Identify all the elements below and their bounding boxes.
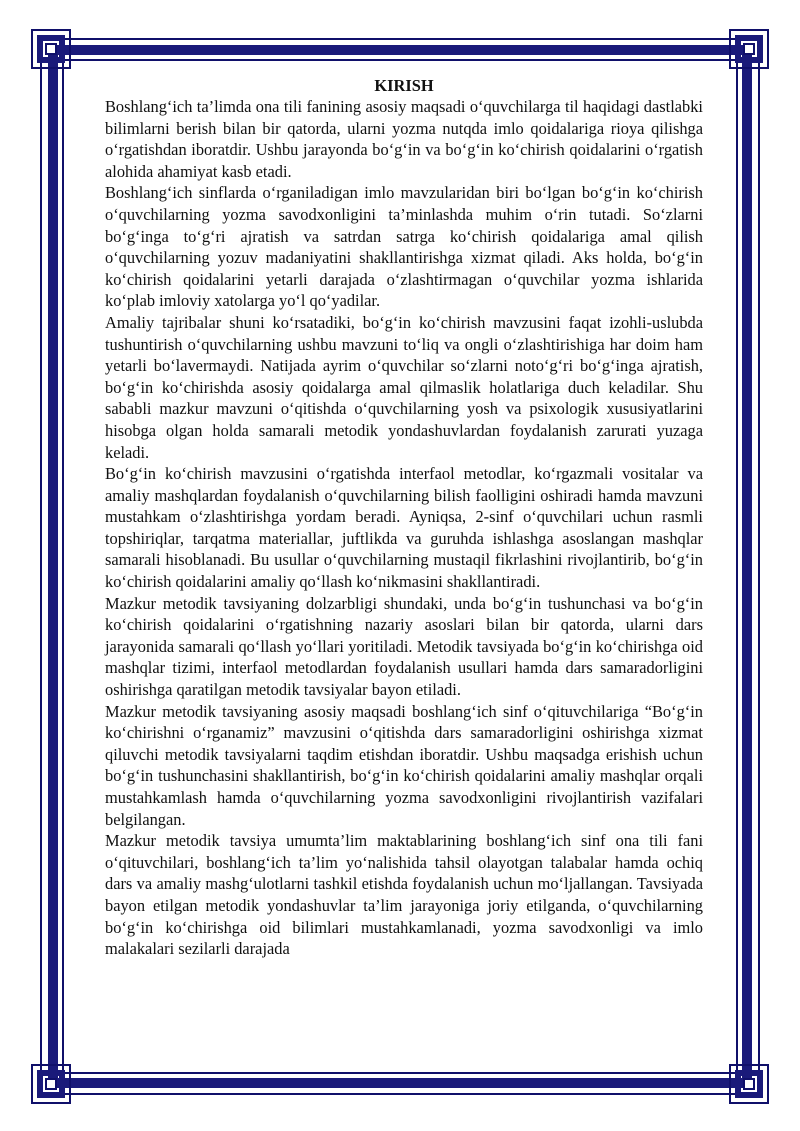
paragraph-3: Amaliy tajribalar shuni ko‘rsatadiki, bo‘g‘in ko‘chirish mavzusini faqat izohli-uslubda tushuntirish o‘quvchilarning ushbu mavzuni to‘liq va ongli o‘zlashtirishiga har doim ham yetarli bo‘lavermaydi. Natijada ayrim o‘quvchilar so‘zlarni noto‘g‘ri bo‘g‘inga ajratish, bo‘g‘in ko‘chirishda asosiy qoidalarga amal qilmaslik holatlariga duch keladilar. Shu sababli mazkur mavzuni o‘qitishda o‘quvchilarning yosh va psixologik xususiyatlarini hisobga olgan holda samarali metodik yondashuvlardan foydalanish zarurati yuzaga keladi.	[105, 312, 703, 462]
paragraph-4: Bo‘g‘in ko‘chirish mavzusini o‘rgatishda interfaol metodlar, ko‘rgazmali vositalar va amaliy mashqlardan foydalanish o‘quvchilarning bilish faolligini oshiradi hamda mavzuni mustahkam o‘zlashtirishga yordam beradi. Ayniqsa, 2-sinf o‘quvchilari uchun rasmli topshiriqlar, tarqatma materiallar, juftlikda va guruhda ishlashga asoslangan mashqlar samarali hisoblanadi. Bu usullar o‘quvchilarning mustaqil fikrlashini rivojlantirib, bo‘g‘in ko‘chirish qoidalarini amaliy qo‘llash ko‘nikmasini shakllantiradi.	[105, 464, 703, 592]
paragraph-1: Boshlang‘ich ta’limda ona tili fanining asosiy maqsadi o‘quvchilarga til haqidagi dastlabki bilimlarni berish bilan bir qatorda, ularni yozma nutqda imlo qoidalariga rioya qilishga o‘rgatishdan iboratdir. Ushbu jarayonda bo‘g‘in va bo‘g‘in ko‘chirish qoidalarini o‘rgatish alohida ahamiyat kasb etadi.	[105, 97, 703, 181]
document-body	[105, 76, 703, 960]
corner-ornament-top-left	[31, 29, 71, 69]
corner-ornament-top-right	[729, 29, 769, 69]
corner-ornament-bottom-left	[31, 1064, 71, 1104]
paragraph-7: Mazkur metodik tavsiya umumta’lim maktablarining boshlang‘ich sinf ona tili fani o‘qituvchilari, boshlang‘ich ta’lim yo‘nalishida tahsil olayotgan talabalar hamda ochiq dars va amaliy mashg‘ulotlarni tashkil etishda foydalanish uchun mo‘ljallangan. Tavsiyada bayon etilgan metodik yondashuvlar ta’lim jarayoniga joriy etilganda, o‘quvchilarning bo‘g‘in ko‘chirishga oid bilimlari mustahkamlanadi, yozma savodxonligi va imlo malakalari sezilarli darajada	[105, 831, 703, 959]
corner-ornament-bottom-right	[729, 1064, 769, 1104]
paragraph-2: Boshlang‘ich sinflarda o‘rganiladigan imlo mavzularidan biri bo‘lgan bo‘g‘in ko‘chirish o‘quvchilarning yozma savodxonligini ta’minlashda muhim o‘rin tutadi. So‘zlarni bo‘g‘inga to‘g‘ri ajratish va satrdan satrga ko‘chirish qoidalariga amal qilish o‘quvchilarning yozuv madaniyatini shakllantirishga xizmat qiladi. Aks holda, bo‘g‘in ko‘chirish qoidalarini yetarli darajada o‘zlashtirmagan o‘quvchilar yozma ishlarida ko‘plab imloviy xatolarga yo‘l qo‘yadilar.	[105, 183, 703, 311]
section-title: KIRISH	[374, 76, 434, 95]
paragraph-5: Mazkur metodik tavsiyaning dolzarbligi shundaki, unda bo‘g‘in tushunchasi va bo‘g‘in ko‘chirish qoidalarini o‘rgatishning nazariy asoslari bilan bir qatorda, ularni dars jarayonida samarali qo‘llash yo‘llari yoritiladi. Metodik tavsiyada bo‘g‘in ko‘chirishga oid mashqlar tizimi, interfaol metodlardan foydalanish usullari hamda dars samaradorligini oshirishga qaratilgan metodik tavsiyalar bayon etiladi.	[105, 593, 703, 700]
paragraph-6: Mazkur metodik tavsiyaning asosiy maqsadi boshlang‘ich sinf o‘qituvchilariga “Bo‘g‘in ko‘chirishni o‘rganamiz” mavzusini o‘qitishda dars samaradorligini oshirishga xizmat qiluvchi metodik tavsiyalarni taqdim etishdan iboratdir. Ushbu maqsadga erishish uchun bo‘g‘in tushunchasini shakllantirish, bo‘g‘in ko‘chirish qoidalarini amaliy mashqlar orqali mustahkamlash hamda o‘quvchilarning yozma savodxonligini rivojlantirish vazifalari belgilangan.	[105, 701, 703, 829]
